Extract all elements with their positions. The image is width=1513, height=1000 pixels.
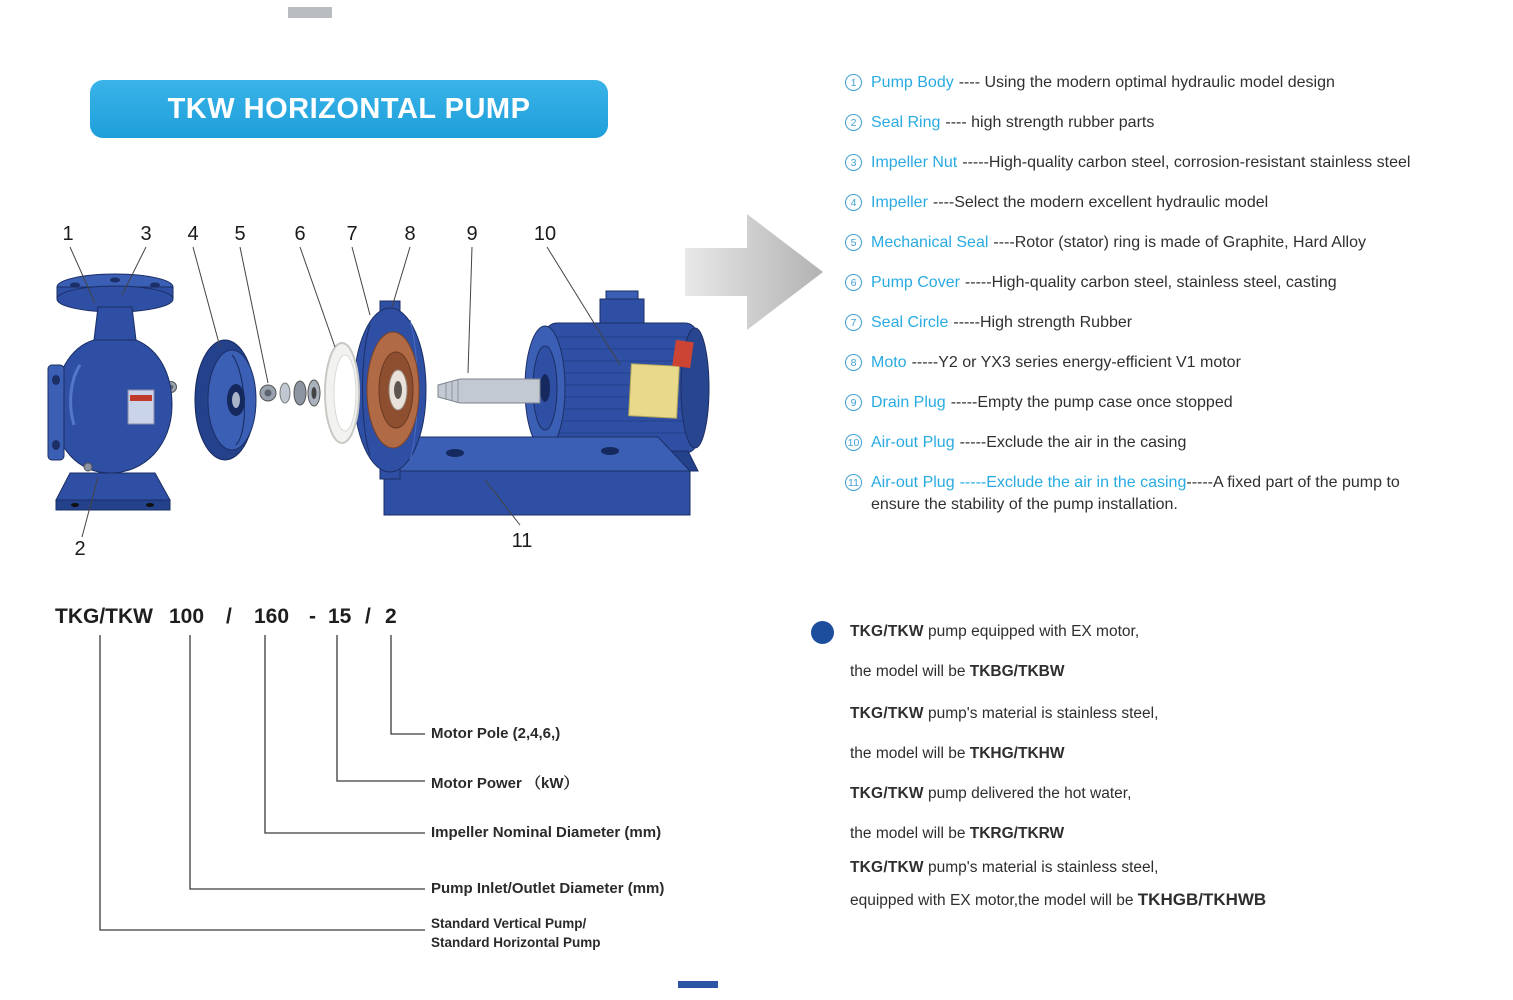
part-name: Moto [871,354,907,371]
part-number-badge: 9 [845,394,862,411]
part-description: -----Y2 or YX3 series energy-efficient V1 motor [911,354,1241,371]
model-code-inlet: 100 [169,605,205,628]
variant-text: the model will be [850,745,970,762]
diagram-label-1: 1 [62,223,74,245]
diagram-label-10: 10 [533,223,557,245]
variant-text: the model will be [850,825,970,842]
diagram-label-5: 5 [234,223,246,245]
motor-nameplate [629,364,680,418]
part-description: -----High-quality carbon steel, corrosion-resistant stainless steel [962,154,1411,171]
part-row-2 [845,112,1497,134]
variant-model-prefix: TKG/TKW [850,623,924,640]
variant-line [850,620,1498,643]
model-code-separator-3: / [365,605,371,628]
part-row-10 [845,432,1497,454]
part-text [871,232,1366,254]
part-number-badge: 1 [845,74,862,91]
part-text [871,192,1268,214]
part-description: ----Rotor (stator) ring is made of Graphite, Hard Alloy [993,234,1366,251]
part-row-8 [845,352,1497,374]
diagram-label-7: 7 [346,223,358,245]
variant-model-prefix: TKG/TKW [850,705,924,722]
diagram-label-3: 3 [140,223,152,245]
variant-line [850,856,1498,879]
part-row-3 [845,152,1497,174]
callout-pump-type-line1: Standard Vertical Pump/ [431,916,587,931]
diagram-label-2: 2 [74,538,86,560]
shaft [438,379,540,403]
part-number-badge: 11 [845,474,862,491]
part-name: Drain Plug [871,394,946,411]
part-text [871,432,1186,454]
callout-impeller-diameter: Impeller Nominal Diameter (mm) [431,824,662,841]
model-code-connector-lines [0,632,430,952]
variant-line [850,888,1498,912]
variant-model-name: TKHG/TKHW [969,745,1065,762]
part-description: -----High strength Rubber [953,314,1133,331]
impeller [195,340,256,460]
part-description: ---- Using the modern optimal hydraulic model design [958,74,1335,91]
part-name: Pump Body [871,74,954,91]
variant-text: the model will be [850,663,970,680]
scan-artifact-bottom [678,981,718,988]
diagram-label-8: 8 [404,223,416,245]
part-number-badge: 8 [845,354,862,371]
variant-model-name: TKRG/TKRW [969,825,1065,842]
callout-motor-power: Motor Power （kW） [431,775,579,792]
part-text [871,352,1241,374]
part-row-7 [845,312,1497,334]
part-row-1 [845,72,1497,94]
part-row-6 [845,272,1497,294]
pump-exploded-diagram [40,215,745,570]
part-number-badge: 4 [845,194,862,211]
variant-text: pump equipped with EX motor, [923,623,1140,640]
model-code-separator-1: / [226,605,232,628]
part-text [871,152,1410,174]
variant-text: pump's material is stainless steel, [923,705,1159,722]
variant-line [850,702,1498,725]
part-number-badge: 7 [845,314,862,331]
part-name: Air-out Plug [871,434,955,451]
part-row-4 [845,192,1497,214]
part-number-badge: 3 [845,154,862,171]
variant-line [850,822,1498,845]
variant-ex-motor [850,620,1498,683]
part-number-badge: 10 [845,434,862,451]
part-number-badge: 5 [845,234,862,251]
variant-model-name: TKBG/TKBW [969,663,1065,680]
part-text [871,472,1400,516]
variant-text: equipped with EX motor,the model will be [850,892,1138,909]
callout-motor-pole: Motor Pole (2,4,6,) [431,725,561,742]
model-code-impeller: 160 [254,605,290,628]
variant-text: pump delivered the hot water, [923,785,1132,802]
diagram-label-11: 11 [511,530,533,552]
part-description: -----Empty the pump case once stopped [950,394,1233,411]
part-name: Pump Cover [871,274,960,291]
part-text [871,112,1154,134]
part-name: Air-out Plug [871,474,955,491]
part-row-5 [845,232,1497,254]
variant-model-prefix: TKG/TKW [850,785,924,802]
diagram-label-4: 4 [187,223,199,245]
variant-stainless-ex [850,856,1498,912]
part-row-11 [845,472,1497,516]
callout-pump-type-line2: Standard Horizontal Pump [431,935,601,950]
page-title: TKW HORIZONTAL PUMP [90,80,608,138]
part-description: ---- high strength rubber parts [945,114,1155,131]
variant-text: pump's material is stainless steel, [923,859,1159,876]
part-number-badge: 6 [845,274,862,291]
variant-model-prefix: TKG/TKW [850,859,924,876]
part-description: -----High-quality carbon steel, stainless steel, casting [964,274,1337,291]
variant-line [850,742,1498,765]
drain-plug [84,463,92,471]
part-description-blue: -----Exclude the air in the casing [959,474,1187,491]
part-name: Impeller Nut [871,154,958,171]
part-description: ----Select the modern excellent hydraulic model [932,194,1269,211]
variant-line [850,782,1498,805]
part-row-9 [845,392,1497,414]
bullet-dot [811,621,834,644]
part-name: Impeller [871,194,928,211]
part-text [871,312,1132,334]
variant-hot-water [850,782,1498,845]
scan-artifact-top [288,7,332,18]
part-name: Seal Ring [871,114,941,131]
model-code-power: 15 [328,605,352,628]
variant-line [850,660,1498,683]
part-text [871,272,1337,294]
part-description: -----A fixed part of the pump to [1186,474,1400,491]
pump-body [48,274,173,510]
part-text [871,392,1233,414]
arrow-icon [685,200,830,345]
parts-list [845,72,1497,534]
model-code-separator-2: - [309,605,316,628]
variant-stainless [850,702,1498,765]
diagram-label-6: 6 [294,223,306,245]
model-code-prefix: TKG/TKW [55,605,153,628]
part-number-badge: 2 [845,114,862,131]
model-code-pole: 2 [385,605,397,628]
seal-circle [325,343,359,443]
callout-inlet-diameter: Pump Inlet/Outlet Diameter (mm) [431,880,665,897]
diagram-label-9: 9 [466,223,478,245]
part-description-line2: ensure the stability of the pump installation. [871,496,1178,513]
part-name: Mechanical Seal [871,234,989,251]
part-text [871,72,1335,94]
part-description: -----Exclude the air in the casing [959,434,1187,451]
base-plate [384,437,690,515]
part-name: Seal Circle [871,314,949,331]
callout-pump-type [431,914,601,952]
variant-model-name: TKHGB/TKHWB [1137,890,1267,909]
